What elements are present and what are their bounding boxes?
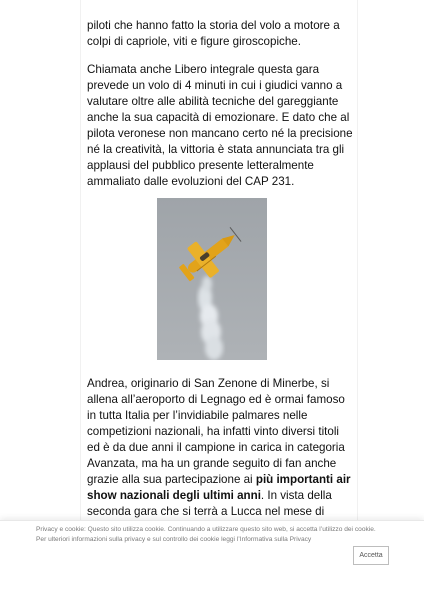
air-show-highlight: più importanti air show nazionali degli ultimi anni	[87, 473, 351, 502]
cookie-notice	[36, 525, 386, 545]
privacy-policy-link[interactable]: Informativa sulla Privacy	[239, 536, 312, 543]
article-paragraph-2: Chiamata anche Libero integrale questa gara prevede un volo di 4 minuti in cui i giudici vanno a valutare oltre alle abilità tecniche del gareggiante anche la sua capacità di emozionare. E dato che al pilota veronese non mancano certo né la precisione né la creatività, la vittoria è stata annunciata tra gli applausi del pubblico presente letteralmente ammaliato dalle evoluzioni del CAP 231.	[87, 63, 353, 188]
accept-cookies-button[interactable]: Accetta	[353, 546, 389, 565]
paragraph-3-text-a: Andrea, originario di San Zenone di Minerbe, si allena all’aeroporto di Legnago ed è ormai famoso in tutta Italia per l’invidiabile palmares nelle competizioni nazionali, ha infatti vinto diversi titoli ed è da due anni il campione in carica in categoria Avanzata, ma ha un grande seguito di fan anche grazie alla sua partecipazione ai	[87, 377, 345, 486]
article-content	[80, 0, 358, 520]
cookie-notice-text: Privacy e cookie: Questo sito utilizza cookie. Continuando a utilizzare questo sito web, si accetta l’utilizzo dei cookie. Per ulteriori informazioni sulla privacy e sul controllo dei cookie leggi l’	[36, 526, 376, 543]
article-paragraph-1: piloti che hanno fatto la storia del volo a motore a colpi di capriole, viti e figure giroscopiche.	[87, 19, 340, 48]
aerobatic-plane-photo	[157, 198, 267, 360]
paragraph-3-text-b: . In vista della seconda gara che si terrà a Lucca nel mese di	[87, 489, 332, 518]
article-paragraph-3	[87, 376, 355, 520]
